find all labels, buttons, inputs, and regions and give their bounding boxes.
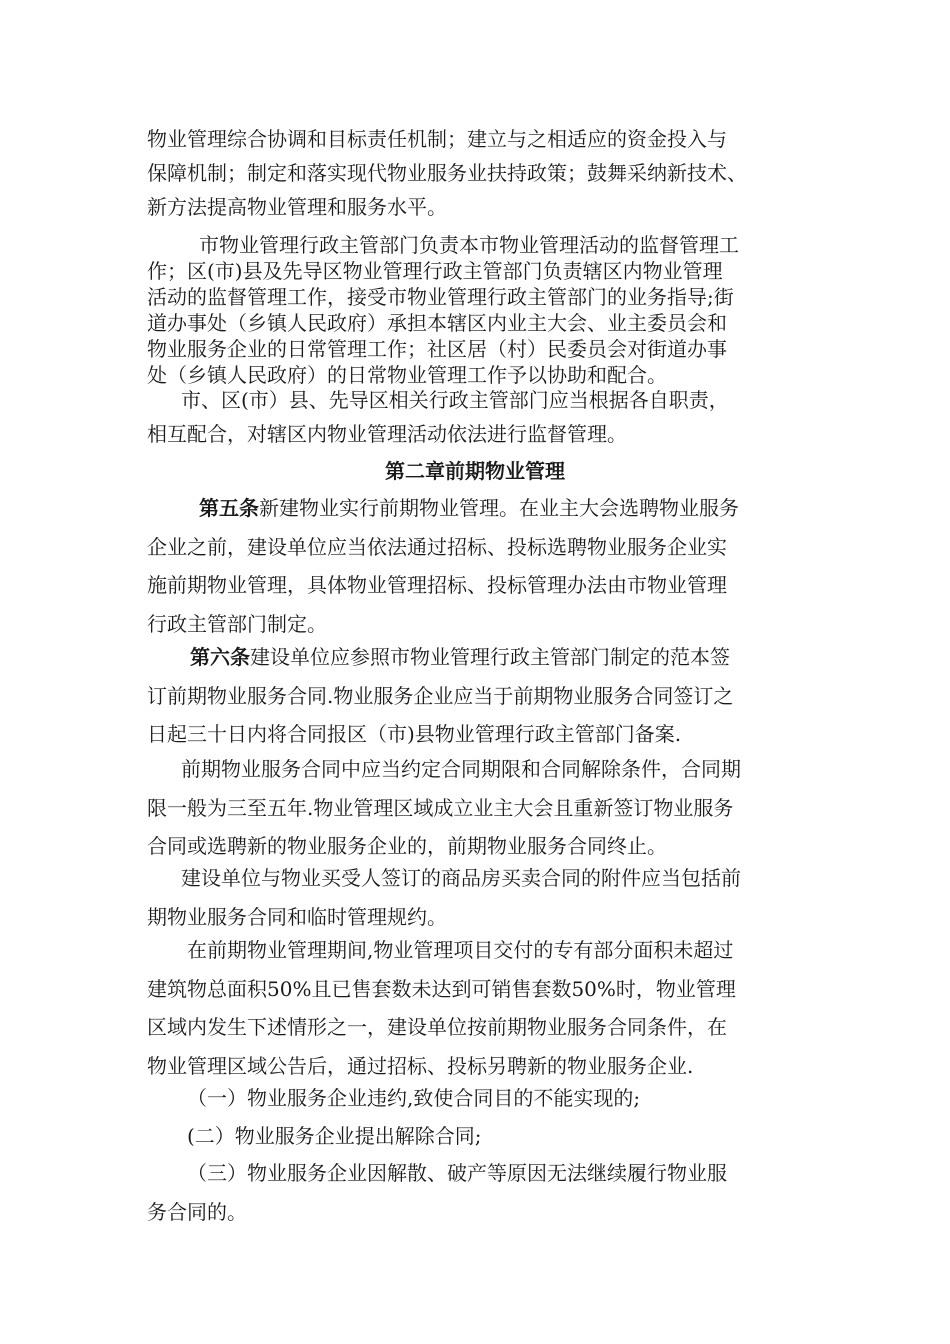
- text-line: 物业管理区域公告后，通过招标、投标另聘新的物业服务企业.: [147, 1053, 694, 1078]
- paragraph-1: [147, 122, 807, 224]
- text-line: (二）物业服务企业提出解除合同;: [187, 1124, 482, 1148]
- article-text: 建设单位应参照市物业管理行政主管部门制定的范本签: [250, 645, 730, 669]
- text-line: 订前期物业服务合同.物业服务企业应当于前期物业服务合同签订之: [147, 683, 734, 708]
- text-line: 市物业管理行政主管部门负责本市物业管理活动的监督管理工: [199, 233, 739, 257]
- list-item-1: [147, 1079, 807, 1118]
- text-line: 务合同的。: [147, 1199, 247, 1224]
- text-line: 前期物业服务合同中应当约定合同期限和合同解除条件，合同期: [181, 757, 741, 781]
- text-line: 建筑物总面积50%且已售套数未达到可销售套数50%时，物业管理: [147, 976, 736, 1001]
- text-line: 市、区(市）县、先导区相关行政主管部门应当根据各自职责，: [181, 388, 729, 412]
- text-line: 施前期物业管理，具体物业管理招标、投标管理办法由市物业管理: [147, 573, 727, 597]
- text-line: 区域内发生下述情形之一，建设单位按前期物业服务合同条件，在: [147, 1015, 727, 1039]
- text-line: [147, 489, 807, 528]
- text-line: 物业管理综合协调和目标责任机制；建立与之相适应的资金投入与: [147, 127, 727, 151]
- text-line: 道办事处（乡镇人民政府）承担本辖区内业主大会、业主委员会和: [147, 311, 727, 335]
- article-text: 新建物业实行前期物业管理。在业主大会选聘物业服务: [259, 496, 739, 520]
- text-line: 建设单位与物业买受人签订的商品房买卖合同的附件应当包括前: [181, 866, 741, 890]
- text-line: 处（乡镇人民政府）的日常物业管理工作予以协助和配合。: [147, 363, 667, 387]
- text-line: （一）物业服务企业违约,致使合同目的不能实现的;: [187, 1086, 641, 1110]
- list-item-2: [147, 1117, 807, 1156]
- text-line: [147, 638, 807, 677]
- text-line: 作；区(市)县及先导区物业管理行政主管部门负责辖区内物业管理: [147, 259, 723, 283]
- text-line: 相互配合，对辖区内物业管理活动依法进行监督管理。: [147, 422, 627, 446]
- list-item-3: [147, 1154, 807, 1231]
- article-6: [147, 638, 807, 754]
- text-line: （三）物业服务企业因解散、破产等原因无法继续履行物业服: [187, 1161, 727, 1185]
- text-line: 日起三十日内将合同报区（市)县物业管理行政主管部门备案.: [147, 722, 682, 746]
- paragraph-8: [147, 931, 807, 1085]
- text-line: 物业服务企业的日常管理工作；社区居（村）民委员会对街道办事: [147, 337, 727, 361]
- chapter-title: 第二章前期物业管理: [385, 459, 565, 483]
- text-line: 期物业服务合同和临时管理规约。: [147, 904, 447, 929]
- paragraph-7: [147, 859, 807, 936]
- text-line: 保障机制；制定和落实现代物业服务业扶持政策；鼓舞采纳新技术、: [147, 161, 747, 185]
- text-line: 企业之前，建设单位应当依法通过招标、投标选聘物业服务企业实: [147, 534, 727, 559]
- text-line: 活动的监督管理工作，接受市物业管理行政主管部门的业务指导;街: [147, 285, 734, 309]
- text-line: 新方法提高物业管理和服务水平。: [147, 195, 447, 219]
- paragraph-6: [147, 750, 807, 866]
- article-label: 第五条: [199, 496, 259, 520]
- paragraph-3: [147, 383, 807, 451]
- article-label: 第六条: [190, 645, 250, 669]
- paragraph-2: [147, 232, 807, 388]
- article-5: [147, 489, 807, 643]
- text-line: 行政主管部门制定。: [147, 611, 327, 636]
- text-line: 限一般为三至五年.物业管理区域成立业主大会且重新签订物业服务: [147, 795, 734, 820]
- text-line: 合同或选聘新的物业服务企业的，前期物业服务合同终止。: [147, 834, 667, 858]
- text-line: 在前期物业管理期间,物业管理项目交付的专有部分面积未超过: [187, 938, 734, 962]
